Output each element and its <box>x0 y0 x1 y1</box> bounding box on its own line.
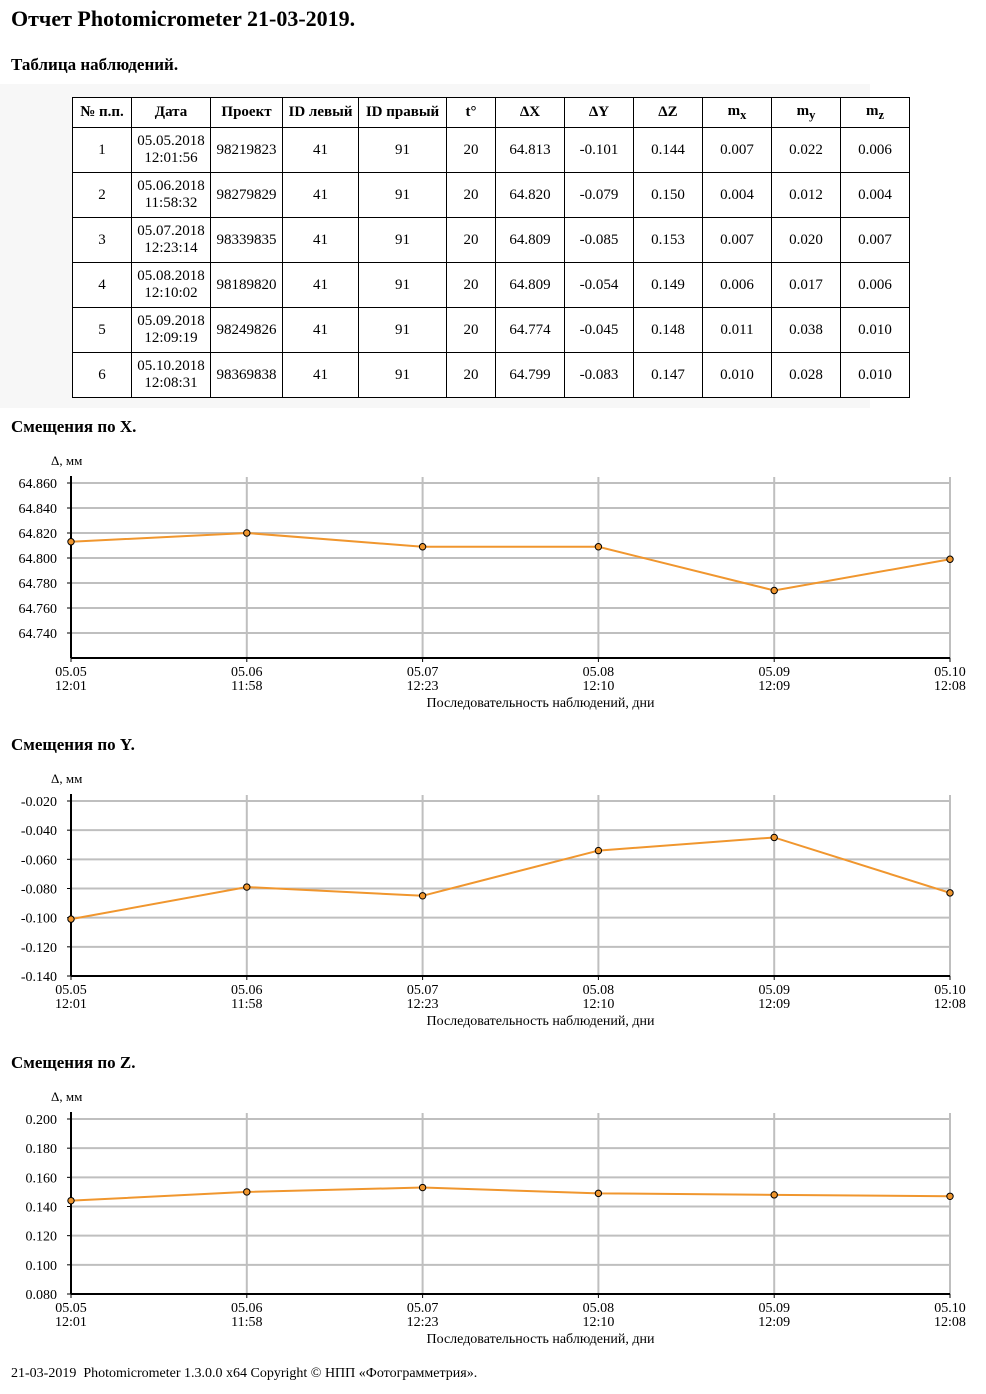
x-tick-label-date: 05.06 <box>231 1301 263 1316</box>
series-line <box>71 837 950 919</box>
table-row <box>73 218 910 263</box>
cell-temperature: 20 <box>447 128 496 173</box>
cell-dx: 64.809 <box>496 263 565 308</box>
y-tick-label: 64.780 <box>18 577 57 592</box>
cell-dz: 0.148 <box>634 308 703 353</box>
table-row <box>73 353 910 398</box>
x-tick-label-date: 05.06 <box>231 665 263 680</box>
data-point <box>947 556 953 562</box>
header-mx <box>703 98 772 128</box>
y-tick-label: 0.200 <box>25 1113 57 1128</box>
cell-date-day: 05.08.2018 <box>137 268 205 284</box>
header-date: Дата <box>132 98 211 128</box>
cell-project: 98369838 <box>211 353 283 398</box>
header-my-sub: y <box>809 107 816 122</box>
cell-date-time: 12:01:56 <box>144 150 198 166</box>
x-tick-label-date: 05.09 <box>758 665 790 680</box>
data-point <box>771 587 777 593</box>
header-my-base: m <box>796 102 810 119</box>
table-body <box>73 128 910 398</box>
cell-index: 5 <box>73 308 132 353</box>
data-point <box>68 916 74 922</box>
y-tick-label: 0.080 <box>25 1288 57 1303</box>
chart-z-title: Смещения по Z. <box>11 1053 136 1072</box>
header-dx: ΔX <box>496 98 565 128</box>
cell-date <box>132 353 211 398</box>
cell-temperature: 20 <box>447 173 496 218</box>
cell-date-time: 11:58:32 <box>144 195 198 211</box>
cell-my: 0.028 <box>772 353 841 398</box>
header-project: Проект <box>211 98 283 128</box>
y-tick-label: -0.140 <box>20 970 57 985</box>
cell-dz: 0.150 <box>634 173 703 218</box>
x-tick-label-time: 12:10 <box>582 679 615 694</box>
y-tick-label: -0.060 <box>20 853 57 869</box>
x-tick-label-time: 12:09 <box>758 997 791 1012</box>
x-tick-label-time: 12:01 <box>55 997 87 1012</box>
cell-id-right: 91 <box>359 218 447 263</box>
cell-my: 0.022 <box>772 128 841 173</box>
data-point <box>68 539 74 545</box>
series-line <box>71 1188 950 1201</box>
header-dy: ΔY <box>565 98 634 128</box>
y-tick-label: -0.100 <box>20 911 57 927</box>
cell-project: 98189820 <box>211 263 283 308</box>
cell-mx: 0.006 <box>703 263 772 308</box>
header-dz: ΔZ <box>634 98 703 128</box>
x-axis-label: Последовательность наблюдений, дни <box>426 1014 655 1029</box>
cell-dz: 0.153 <box>634 218 703 263</box>
cell-index: 3 <box>73 218 132 263</box>
x-tick-label-time: 12:23 <box>406 679 439 694</box>
x-tick-label-date: 05.07 <box>406 1301 439 1316</box>
y-tick-label: -0.040 <box>20 824 57 840</box>
data-point <box>244 530 250 536</box>
report-title: Отчет Photomicrometer 21-03-2019. <box>11 6 356 31</box>
table-header-row <box>73 98 910 128</box>
cell-temperature: 20 <box>447 218 496 263</box>
y-tick-label: 0.180 <box>25 1142 57 1158</box>
header-mz-base: m <box>865 102 879 119</box>
chart-y-title: Смещения по Y. <box>11 735 135 754</box>
x-tick-label-date: 05.10 <box>934 665 966 680</box>
table-row <box>73 263 910 308</box>
cell-my: 0.020 <box>772 218 841 263</box>
cell-index: 4 <box>73 263 132 308</box>
cell-id-left: 41 <box>283 353 359 398</box>
x-tick-label-time: 12:23 <box>406 1315 439 1330</box>
data-point <box>771 1192 777 1198</box>
y-axis-label: Δ, мм <box>51 453 83 468</box>
cell-temperature: 20 <box>447 263 496 308</box>
data-point <box>595 544 601 550</box>
header-id-left: ID левый <box>283 98 359 128</box>
x-tick-label-date: 05.07 <box>406 983 439 998</box>
x-tick-label-date: 05.05 <box>55 665 87 680</box>
x-tick-label-date: 05.09 <box>758 1301 790 1316</box>
footer-copyright: 21-03-2019 Photomicrometer 1.3.0.0 x64 Copyright © НПП «Фотограмметрия». <box>11 1366 478 1381</box>
cell-mx: 0.004 <box>703 173 772 218</box>
cell-project: 98249826 <box>211 308 283 353</box>
header-id-right: ID правый <box>359 98 447 128</box>
cell-id-left: 41 <box>283 173 359 218</box>
cell-mz: 0.007 <box>841 218 910 263</box>
x-tick-label-date: 05.08 <box>582 1301 615 1316</box>
x-axis-label: Последовательность наблюдений, дни <box>426 696 655 711</box>
y-tick-label: 0.140 <box>25 1200 57 1216</box>
cell-mz: 0.004 <box>841 173 910 218</box>
data-point <box>595 847 601 853</box>
table-row <box>73 308 910 353</box>
data-point <box>244 1189 250 1195</box>
y-axis-label: Δ, мм <box>51 1089 83 1104</box>
cell-date-day: 05.06.2018 <box>137 178 205 194</box>
x-tick-label-time: 12:01 <box>55 679 87 694</box>
cell-date-time: 12:10:02 <box>144 285 198 301</box>
data-point <box>419 893 425 899</box>
x-tick-label-time: 12:23 <box>406 997 439 1012</box>
cell-project: 98339835 <box>211 218 283 263</box>
table-row <box>73 173 910 218</box>
cell-my: 0.017 <box>772 263 841 308</box>
y-tick-label: 64.740 <box>18 627 57 642</box>
cell-project: 98219823 <box>211 128 283 173</box>
y-tick-label: 64.840 <box>18 502 57 517</box>
y-tick-label: 64.860 <box>18 477 57 492</box>
cell-date-day: 05.10.2018 <box>137 358 205 374</box>
y-tick-label: 64.760 <box>18 602 57 617</box>
chart-x-title: Смещения по X. <box>11 417 137 436</box>
x-tick-label-time: 12:09 <box>758 1315 791 1330</box>
cell-dx: 64.774 <box>496 308 565 353</box>
data-point <box>419 1184 425 1190</box>
data-point <box>595 1190 601 1196</box>
cell-dy: -0.101 <box>565 128 634 173</box>
data-point <box>947 890 953 896</box>
cell-dx: 64.813 <box>496 128 565 173</box>
y-tick-label: -0.020 <box>20 795 57 810</box>
data-point <box>947 1193 953 1199</box>
x-tick-label-time: 11:58 <box>231 679 263 694</box>
x-tick-label-time: 12:08 <box>934 679 966 694</box>
header-mz <box>841 98 910 128</box>
cell-dz: 0.144 <box>634 128 703 173</box>
cell-id-left: 41 <box>283 128 359 173</box>
cell-dz: 0.147 <box>634 353 703 398</box>
header-index: № п.п. <box>73 98 132 128</box>
cell-id-right: 91 <box>359 308 447 353</box>
cell-date <box>132 218 211 263</box>
cell-index: 2 <box>73 173 132 218</box>
chart-z <box>0 1084 986 1354</box>
y-tick-label: 64.800 <box>18 552 57 567</box>
cell-dx: 64.799 <box>496 353 565 398</box>
y-tick-label: 0.100 <box>25 1258 57 1274</box>
cell-mz: 0.006 <box>841 128 910 173</box>
header-temperature: t° <box>447 98 496 128</box>
cell-mx: 0.010 <box>703 353 772 398</box>
x-tick-label-time: 12:10 <box>582 997 615 1012</box>
table-title: Таблица наблюдений. <box>11 55 179 74</box>
series-line <box>71 533 950 591</box>
cell-id-left: 41 <box>283 308 359 353</box>
cell-dy: -0.083 <box>565 353 634 398</box>
cell-temperature: 20 <box>447 308 496 353</box>
cell-dx: 64.820 <box>496 173 565 218</box>
x-tick-label-time: 12:09 <box>758 679 791 694</box>
cell-mx: 0.007 <box>703 128 772 173</box>
x-tick-label-date: 05.06 <box>231 983 263 998</box>
cell-dz: 0.149 <box>634 263 703 308</box>
data-point <box>68 1197 74 1203</box>
cell-dy: -0.045 <box>565 308 634 353</box>
cell-id-left: 41 <box>283 218 359 263</box>
x-tick-label-time: 12:08 <box>934 997 966 1012</box>
chart-y <box>0 766 986 1036</box>
data-point <box>419 544 425 550</box>
cell-date-day: 05.09.2018 <box>137 313 205 329</box>
cell-project: 98279829 <box>211 173 283 218</box>
header-mz-sub: z <box>878 107 885 122</box>
cell-dx: 64.809 <box>496 218 565 263</box>
cell-mx: 0.007 <box>703 218 772 263</box>
cell-date-time: 12:08:31 <box>144 375 198 391</box>
x-tick-label-date: 05.10 <box>934 983 966 998</box>
cell-dy: -0.054 <box>565 263 634 308</box>
header-my <box>772 98 841 128</box>
cell-dy: -0.085 <box>565 218 634 263</box>
cell-date-time: 12:23:14 <box>144 240 198 256</box>
cell-date-day: 05.07.2018 <box>137 223 205 239</box>
cell-date <box>132 308 211 353</box>
cell-my: 0.012 <box>772 173 841 218</box>
y-tick-label: -0.120 <box>20 940 57 956</box>
cell-mz: 0.010 <box>841 353 910 398</box>
cell-date-day: 05.05.2018 <box>137 133 205 149</box>
y-axis-label: Δ, мм <box>51 771 83 786</box>
x-tick-label-time: 11:58 <box>231 997 263 1012</box>
x-tick-label-date: 05.10 <box>934 1301 966 1316</box>
data-point <box>244 884 250 890</box>
x-tick-label-date: 05.09 <box>758 983 790 998</box>
cell-id-right: 91 <box>359 128 447 173</box>
cell-date-time: 12:09:19 <box>144 330 198 346</box>
chart-x <box>0 448 986 718</box>
y-tick-label: -0.080 <box>20 882 57 898</box>
cell-index: 6 <box>73 353 132 398</box>
header-mx-base: m <box>727 102 741 119</box>
cell-id-right: 91 <box>359 263 447 308</box>
observations-table <box>72 97 910 398</box>
cell-dy: -0.079 <box>565 173 634 218</box>
cell-date <box>132 263 211 308</box>
cell-mz: 0.010 <box>841 308 910 353</box>
x-tick-label-time: 12:08 <box>934 1315 966 1330</box>
cell-index: 1 <box>73 128 132 173</box>
data-point <box>771 834 777 840</box>
cell-date <box>132 173 211 218</box>
cell-id-left: 41 <box>283 263 359 308</box>
cell-id-right: 91 <box>359 173 447 218</box>
x-tick-label-date: 05.05 <box>55 1301 87 1316</box>
y-tick-label: 0.160 <box>25 1171 57 1187</box>
x-tick-label-date: 05.08 <box>582 983 615 998</box>
x-tick-label-date: 05.08 <box>582 665 615 680</box>
cell-temperature: 20 <box>447 353 496 398</box>
cell-mz: 0.006 <box>841 263 910 308</box>
x-tick-label-time: 11:58 <box>231 1315 263 1330</box>
cell-date <box>132 128 211 173</box>
cell-mx: 0.011 <box>703 308 772 353</box>
x-tick-label-date: 05.07 <box>406 665 439 680</box>
y-tick-label: 64.820 <box>18 527 57 542</box>
x-tick-label-time: 12:10 <box>582 1315 615 1330</box>
x-tick-label-date: 05.05 <box>55 983 87 998</box>
y-tick-label: 0.120 <box>25 1229 57 1245</box>
x-axis-label: Последовательность наблюдений, дни <box>426 1332 655 1347</box>
x-tick-label-time: 12:01 <box>55 1315 87 1330</box>
header-mx-sub: x <box>740 107 747 122</box>
cell-my: 0.038 <box>772 308 841 353</box>
table-row <box>73 128 910 173</box>
cell-id-right: 91 <box>359 353 447 398</box>
